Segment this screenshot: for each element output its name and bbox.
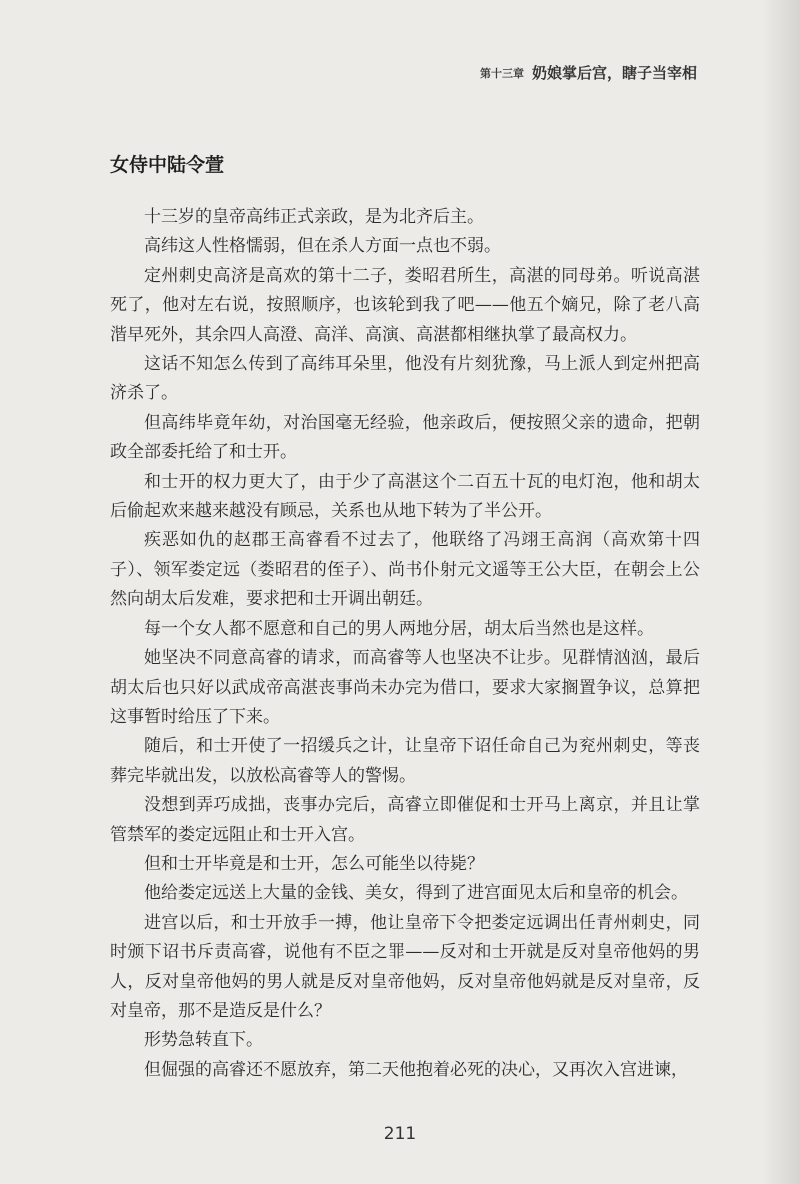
paragraph: 和士开的权力更大了，由于少了高湛这个二百五十瓦的电灯泡，他和胡太后偷起欢来越来越没有顾忌，关系也从地下转为了半公开。 <box>110 471 700 522</box>
paragraph: 每一个女人都不愿意和自己的男人两地分居，胡太后当然也是这样。 <box>144 618 654 639</box>
running-header <box>0 62 697 83</box>
paragraph: 十三岁的皇帝高纬正式亲政，是为北齐后主。 <box>144 207 484 227</box>
paragraph: 疾恶如仇的赵郡王高睿看不过去了，他联络了冯翊王高润（高欢第十四子）、领军娄定远（娄昭君的侄子）、尚书仆射元文遥等王公大臣，在朝会上公然向胡太后发难，要求把和士开调出朝廷。 <box>110 530 700 610</box>
paragraph: 定州刺史高济是高欢的第十二子，娄昭君所生，高湛的同母弟。听说高湛死了，他对左右说，按照顺序，也该轮到我了吧——他五个嫡兄，除了老八高湝早死外，其余四人高澄、高洋、高演、高湛都相继执掌了最高权力。 <box>110 265 700 345</box>
paragraph: 形势急转直下。 <box>144 1030 263 1051</box>
paragraph: 进宫以后，和士开放手一搏，他让皇帝下令把娄定远调出任青州刺史，同时颁下诏书斥责高睿，说他有不臣之罪——反对和士开就是反对皇帝他妈的男人，反对皇帝他妈的男人就是反对皇帝他妈，反对皇帝他妈就是反对皇帝，反对皇帝，那不是造反是什么？ <box>110 912 700 1021</box>
section-title: 女侍中陆令萱 <box>110 154 225 176</box>
paragraph: 没想到弄巧成拙，丧事办完后，高睿立即催促和士开马上离京，并且让掌管禁军的娄定远阻止和士开入宫。 <box>110 795 700 845</box>
paragraph: 高纬这人性格懦弱，但在杀人方面一点也不弱。 <box>144 236 501 257</box>
body-text <box>110 203 700 1085</box>
paragraph: 但和士开毕竟是和士开，怎么可能坐以待毙？ <box>144 853 484 874</box>
paragraph: 他给娄定远送上大量的金钱、美女，得到了进宫面见太后和皇帝的机会。 <box>144 883 688 904</box>
chapter-number: 第十三章 <box>479 67 524 80</box>
paragraph: 她坚决不同意高睿的请求，而高睿等人也坚决不让步。见群情汹汹，最后胡太后也只好以武成帝高湛丧事尚未办完为借口，要求大家搁置争议，总算把这事暂时给压了下来。 <box>110 648 700 727</box>
paragraph: 这话不知怎么传到了高纬耳朵里，他没有片刻犹豫，马上派人到定州把高济杀了。 <box>110 354 700 404</box>
paragraph: 但高纬毕竟年幼，对治国毫无经验，他亲政后，便按照父亲的遗命，把朝政全部委托给了和士开。 <box>110 412 700 463</box>
paragraph: 但倔强的高睿还不愿放弃，第二天他抱着必死的决心，又再次入宫进谏， <box>144 1059 688 1080</box>
chapter-title: 奶娘掌后宫，瞎子当宰相 <box>531 64 697 82</box>
paragraph: 随后，和士开使了一招缓兵之计，让皇帝下诏任命自己为兖州刺史，等丧葬完毕就出发，以放松高睿等人的警惕。 <box>110 736 700 786</box>
page-number: 211 <box>383 1124 417 1144</box>
